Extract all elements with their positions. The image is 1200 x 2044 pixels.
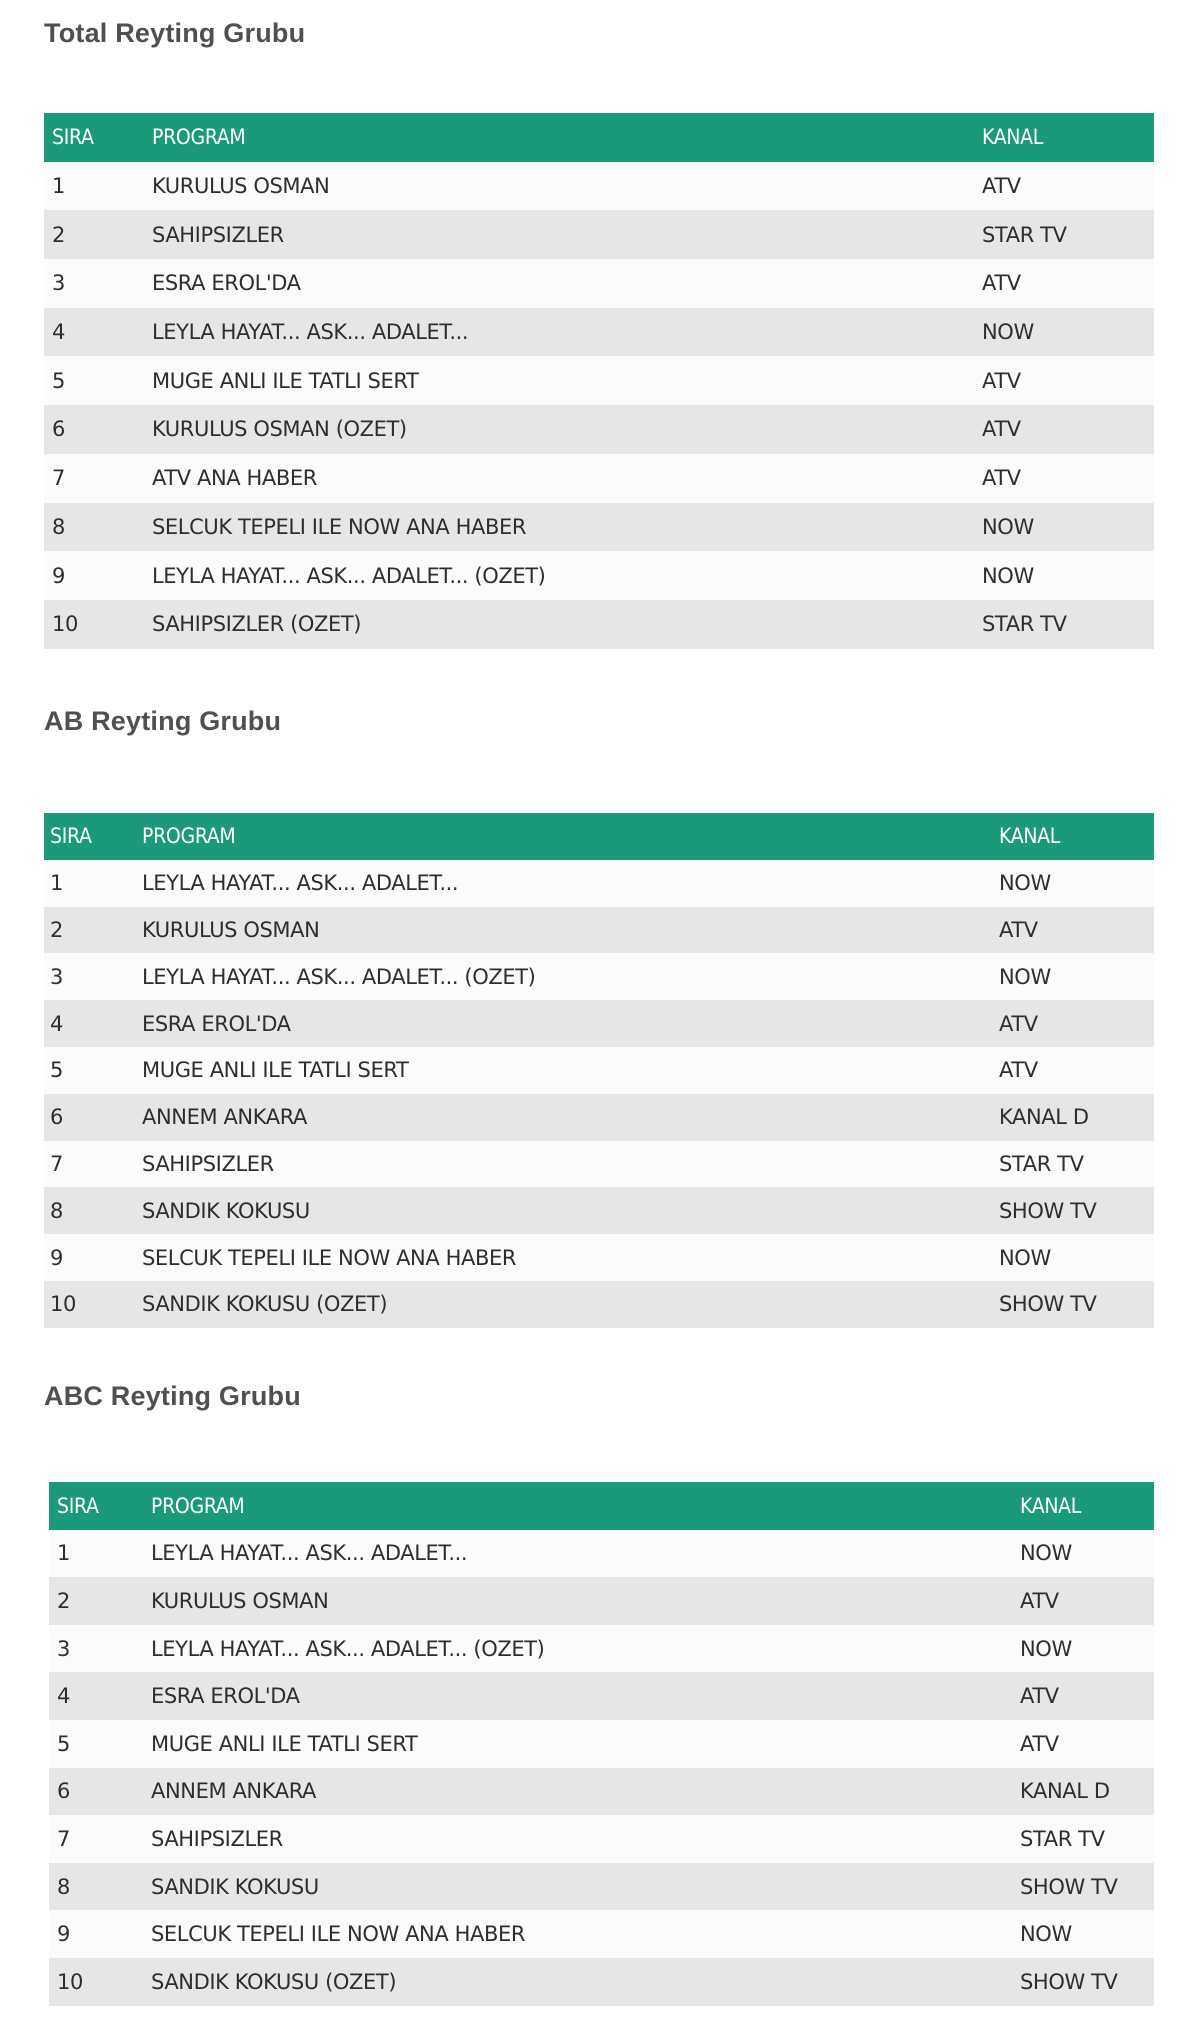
rank-cell: 3	[52, 271, 65, 296]
table-row	[44, 1281, 1154, 1328]
program-cell: MUGE ANLI ILE TATLI SERT	[151, 1731, 418, 1756]
channel-cell: ATV	[1020, 1588, 1059, 1613]
program-cell: ESRA EROL'DA	[151, 1684, 300, 1709]
table-row	[44, 907, 1154, 954]
channel-cell: SHOW TV	[999, 1198, 1097, 1223]
channel-cell: STAR TV	[999, 1151, 1084, 1176]
channel-cell: NOW	[982, 320, 1034, 345]
column-header-rank: SIRA	[57, 1493, 99, 1518]
table-row	[44, 259, 1154, 308]
table-row	[44, 1047, 1154, 1094]
channel-cell: NOW	[999, 871, 1051, 896]
channel-cell: NOW	[999, 964, 1051, 989]
table-row	[44, 953, 1154, 1000]
rank-cell: 9	[50, 1245, 63, 1270]
rank-cell: 4	[57, 1684, 70, 1709]
table-header-row	[49, 1482, 1154, 1530]
rank-cell: 7	[52, 466, 65, 491]
table-row	[49, 1815, 1154, 1863]
channel-cell: ATV	[1020, 1731, 1059, 1756]
rank-cell: 6	[57, 1779, 70, 1804]
channel-cell: SHOW TV	[999, 1292, 1097, 1317]
rank-cell: 4	[52, 320, 65, 345]
table-row	[49, 1577, 1154, 1625]
rank-cell: 6	[50, 1105, 63, 1130]
table-row	[49, 1672, 1154, 1720]
channel-cell: STAR TV	[982, 222, 1067, 247]
column-header-rank: SIRA	[52, 125, 94, 150]
table-row	[44, 1187, 1154, 1234]
column-header-program: PROGRAM	[142, 824, 236, 849]
rank-cell: 3	[57, 1636, 70, 1661]
channel-cell: ATV	[982, 466, 1021, 491]
program-cell: SANDIK KOKUSU	[151, 1874, 319, 1899]
table-body	[44, 860, 1154, 1328]
table-row	[49, 1768, 1154, 1816]
rank-cell: 9	[57, 1922, 70, 1947]
table-row	[49, 1720, 1154, 1768]
rank-cell: 5	[52, 368, 65, 393]
channel-cell: NOW	[982, 563, 1034, 588]
program-cell: MUGE ANLI ILE TATLI SERT	[152, 368, 419, 393]
program-cell: LEYLA HAYAT... ASK... ADALET...	[142, 871, 459, 896]
rank-cell: 9	[52, 563, 65, 588]
table-row	[44, 860, 1154, 907]
channel-cell: STAR TV	[982, 612, 1067, 637]
channel-cell: NOW	[982, 514, 1034, 539]
table-row	[44, 405, 1154, 454]
section-title-ab: AB Reyting Grubu	[44, 706, 282, 736]
program-cell: ATV ANA HABER	[152, 466, 317, 491]
rank-cell: 5	[57, 1731, 70, 1756]
table-row	[44, 1094, 1154, 1141]
program-cell: SAHIPSIZLER	[151, 1826, 283, 1851]
rank-cell: 2	[57, 1588, 70, 1613]
rating-table-total	[44, 113, 1154, 649]
rank-cell: 1	[50, 871, 63, 896]
program-cell: SAHIPSIZLER	[142, 1151, 274, 1176]
program-cell: KURULUS OSMAN	[152, 174, 330, 199]
program-cell: SAHIPSIZLER (OZET)	[152, 612, 362, 637]
channel-cell: ATV	[982, 174, 1021, 199]
channel-cell: STAR TV	[1020, 1826, 1105, 1851]
program-cell: ESRA EROL'DA	[142, 1011, 291, 1036]
rank-cell: 2	[50, 917, 63, 942]
program-cell: SANDIK KOKUSU (OZET)	[151, 1969, 397, 1994]
channel-cell: ATV	[999, 1058, 1038, 1083]
channel-cell: ATV	[999, 1011, 1038, 1036]
table-row	[49, 1910, 1154, 1958]
rank-cell: 1	[57, 1541, 70, 1566]
table-body	[49, 1530, 1154, 2006]
program-cell: SELCUK TEPELI ILE NOW ANA HABER	[151, 1922, 526, 1947]
rank-cell: 3	[50, 964, 63, 989]
program-cell: SAHIPSIZLER	[152, 222, 284, 247]
rank-cell: 10	[57, 1969, 83, 1994]
table-row	[44, 162, 1154, 211]
rank-cell: 10	[50, 1292, 76, 1317]
program-cell: KURULUS OSMAN	[142, 917, 320, 942]
table-row	[44, 210, 1154, 259]
channel-cell: KANAL D	[999, 1105, 1089, 1130]
program-cell: SELCUK TEPELI ILE NOW ANA HABER	[142, 1245, 517, 1270]
rank-cell: 8	[57, 1874, 70, 1899]
channel-cell: SHOW TV	[1020, 1969, 1118, 1994]
program-cell: SANDIK KOKUSU (OZET)	[142, 1292, 388, 1317]
table-row	[44, 356, 1154, 405]
program-cell: LEYLA HAYAT... ASK... ADALET... (OZET)	[151, 1636, 545, 1661]
program-cell: MUGE ANLI ILE TATLI SERT	[142, 1058, 409, 1083]
column-header-program: PROGRAM	[151, 1493, 245, 1518]
table-row	[49, 1530, 1154, 1578]
column-header-program: PROGRAM	[152, 125, 246, 150]
channel-cell: NOW	[999, 1245, 1051, 1270]
rating-table-ab	[44, 813, 1154, 1328]
table-row	[49, 1625, 1154, 1673]
channel-cell: ATV	[982, 417, 1021, 442]
column-header-channel: KANAL	[999, 824, 1061, 849]
program-cell: LEYLA HAYAT... ASK... ADALET...	[152, 320, 469, 345]
column-header-channel: KANAL	[982, 125, 1044, 150]
channel-cell: NOW	[1020, 1541, 1072, 1566]
table-header-row	[44, 113, 1154, 162]
table-body	[44, 162, 1154, 649]
section-title-abc: ABC Reyting Grubu	[44, 1381, 301, 1411]
column-header-rank: SIRA	[50, 824, 92, 849]
program-cell: ANNEM ANKARA	[151, 1779, 316, 1804]
rank-cell: 4	[50, 1011, 63, 1036]
program-cell: LEYLA HAYAT... ASK... ADALET... (OZET)	[142, 964, 536, 989]
channel-cell: KANAL D	[1020, 1779, 1110, 1804]
program-cell: LEYLA HAYAT... ASK... ADALET... (OZET)	[152, 563, 546, 588]
channel-cell: ATV	[999, 917, 1038, 942]
column-header-channel: KANAL	[1020, 1493, 1082, 1518]
program-cell: KURULUS OSMAN (OZET)	[152, 417, 407, 442]
rank-cell: 8	[50, 1198, 63, 1223]
table-row	[44, 454, 1154, 503]
program-cell: LEYLA HAYAT... ASK... ADALET...	[151, 1541, 468, 1566]
table-header-row	[44, 813, 1154, 860]
table-row	[44, 1234, 1154, 1281]
table-row	[49, 1863, 1154, 1911]
program-cell: ANNEM ANKARA	[142, 1105, 307, 1130]
table-row	[44, 308, 1154, 357]
rank-cell: 2	[52, 222, 65, 247]
rating-table-abc	[49, 1482, 1154, 2006]
channel-cell: ATV	[982, 368, 1021, 393]
channel-cell: ATV	[982, 271, 1021, 296]
channel-cell: NOW	[1020, 1636, 1072, 1661]
channel-cell: ATV	[1020, 1684, 1059, 1709]
rank-cell: 5	[50, 1058, 63, 1083]
table-row	[44, 1000, 1154, 1047]
rank-cell: 8	[52, 514, 65, 539]
table-row	[44, 551, 1154, 600]
rank-cell: 10	[52, 612, 78, 637]
table-row	[44, 1141, 1154, 1188]
channel-cell: SHOW TV	[1020, 1874, 1118, 1899]
program-cell: SELCUK TEPELI ILE NOW ANA HABER	[152, 514, 527, 539]
table-row	[49, 1958, 1154, 2006]
rank-cell: 1	[52, 174, 65, 199]
section-title-total: Total Reyting Grubu	[44, 18, 306, 48]
rank-cell: 7	[50, 1151, 63, 1176]
program-cell: KURULUS OSMAN	[151, 1588, 329, 1613]
program-cell: ESRA EROL'DA	[152, 271, 301, 296]
channel-cell: NOW	[1020, 1922, 1072, 1947]
rank-cell: 7	[57, 1826, 70, 1851]
table-row	[44, 503, 1154, 552]
table-row	[44, 600, 1154, 649]
program-cell: SANDIK KOKUSU	[142, 1198, 310, 1223]
rank-cell: 6	[52, 417, 65, 442]
